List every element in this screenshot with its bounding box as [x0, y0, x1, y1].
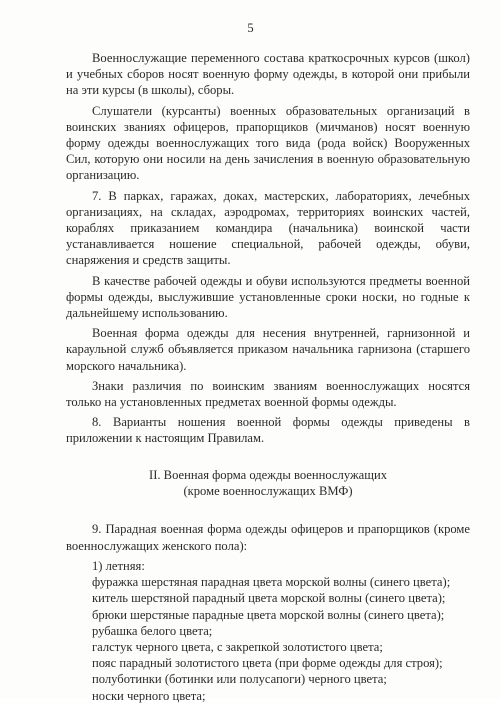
- list-item: носки черного цвета;: [92, 688, 206, 703]
- paragraph-item-7: 7. В парках, гаражах, доках, мастерских, лабораториях, лечебных организациях, на складах, аэродромах, территориях воинских частей, кораблях приказанием командира (начальника) воинской части устанавливается ношение специальной, рабочей одежды, обуви, снаряжения и средств защиты.: [66, 188, 470, 268]
- page-number: 5: [247, 21, 254, 35]
- list-item: галстук черного цвета, с закрепкой золотистого цвета;: [92, 639, 383, 654]
- list-item: полуботинки (ботинки или полусапоги) черного цвета;: [92, 672, 387, 687]
- document-body: [66, 50, 470, 704]
- paragraph-insignia: Знаки различия по воинским званиям военнослужащих носятся только на установленных предметах военной формы одежды.: [66, 378, 470, 410]
- list-item: рубашка белого цвета;: [92, 623, 213, 638]
- paragraph-work-clothing: В качестве рабочей одежды и обуви используются предметы военной формы одежды, выслужившие установленные сроки носки, но годные к дальнейшему использованию.: [66, 273, 470, 321]
- list-item: пояс парадный золотистого цвета (при форме одежды для строя);: [92, 656, 443, 671]
- paragraph-short-courses: Военнослужащие переменного состава краткосрочных курсов (школ) и учебных сборов носят военную форму одежды, в которой они прибыли на эти курсы (в школы), сборы.: [66, 51, 470, 98]
- paragraph-cadets: Слушатели (курсанты) военных образовательных организаций в воинских званиях офицеров, прапорщиков (мичманов) носят военную форму одежды военнослужащих того вида (рода войск) Вооруженных Сил, которую они носили на день зачисления в военную образовательную организацию.: [66, 103, 470, 183]
- item-9-summer-list: [66, 558, 470, 704]
- paragraph-item-9-intro: 9. Парадная военная форма одежды офицеров и прапорщиков (кроме военнослужащих женского пола):: [66, 522, 470, 553]
- section-heading-line-1: II. Военная форма одежды военнослужащих: [149, 467, 387, 482]
- paragraph-item-8: 8. Варианты ношения военной формы одежды приведены в приложении к настоящим Правилам.: [66, 415, 470, 446]
- section-heading-line-2: (кроме военнослужащих ВМФ): [183, 484, 353, 499]
- subitem-summer-label: 1) летняя:: [92, 558, 145, 573]
- paragraph-garrison-service: Военная форма одежды для несения внутренней, гарнизонной и караульной служб объявляется приказом начальника гарнизона (старшего морского начальника).: [66, 326, 470, 373]
- list-item: брюки шерстяные парадные цвета морской волны (синего цвета);: [92, 607, 445, 622]
- section-heading: [66, 467, 470, 500]
- list-item: фуражка шерстяная парадная цвета морской волны (синего цвета);: [92, 575, 451, 590]
- list-item: китель шерстяной парадный цвета морской волны (синего цвета);: [92, 591, 446, 606]
